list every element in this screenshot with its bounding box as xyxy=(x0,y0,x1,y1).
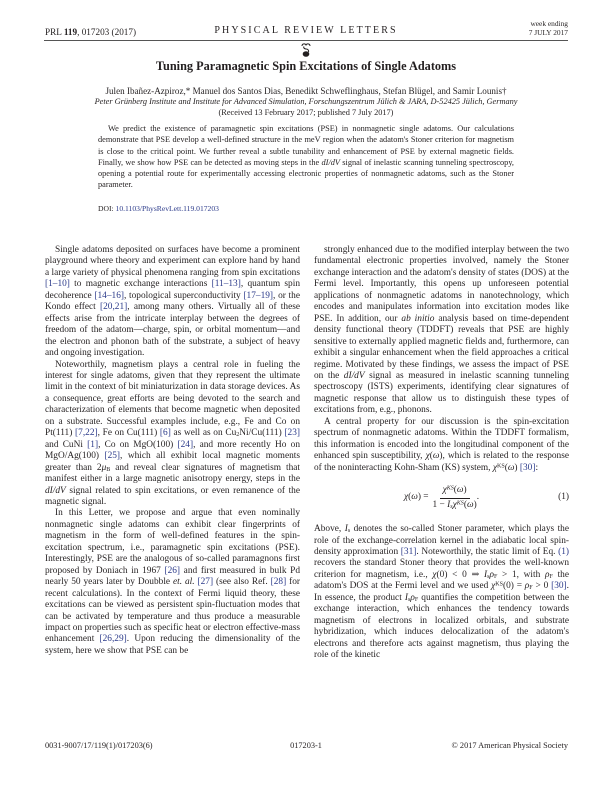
citation-link[interactable]: [11–13] xyxy=(211,279,241,290)
journal-abbrev: PRL xyxy=(45,27,64,37)
subscript: B xyxy=(106,466,111,473)
subscript: F xyxy=(529,585,533,592)
subscript: s xyxy=(347,528,351,535)
week-ending-label: week ending xyxy=(530,19,568,28)
subscript: F xyxy=(493,574,498,581)
citation-link[interactable]: [30] xyxy=(551,581,567,592)
citation-link[interactable]: [20,21] xyxy=(100,302,128,313)
subscript: s xyxy=(487,574,490,581)
doi xyxy=(98,204,219,213)
equation-numerator: $\chi^{KS}(\omega)$ xyxy=(440,485,470,498)
abstract xyxy=(98,123,514,191)
equation-denominator: $1 - I_s\chi^{KS}(\omega)$ xyxy=(432,499,477,510)
math-symbol: ρ xyxy=(489,569,494,580)
equation-number: (1) xyxy=(558,492,569,503)
math-symbol: et. al. xyxy=(172,577,195,588)
citation-link[interactable]: [24] xyxy=(177,439,194,450)
article-title: Tuning Paramagnetic Spin Excitations of Single Adatoms xyxy=(155,59,457,73)
paragraph: Noteworthily, magnetism plays a central role in fueling the interest for single adatoms, given that they represent the ultimate limit in the context of bit miniaturization in data storage devices. As a consequence, great efforts are being devoted to the search and characterization of elements that become magnetic when deposited on a substrate. Successful examples include, e.g., Fe and Co on Pt(111) [7,22], Fe on Cu(111) [6] as well as on $Cu_2Ni/Cu(111)$ [23] and CuNi [1], Co on MgO(100) [24], and more recently Ho on MgO/Ag(100) [25], which all exhibit local magnetic moments greater than $2\mu_B$ and reveal clear signatures of magnetism that manifest either in a large magnetic anisotropy energy, steps in the dI/dV signal related to spin excitations, or even remanence of the magnetic signal. xyxy=(45,359,301,507)
citation-link[interactable]: [17–19] xyxy=(243,290,274,301)
article-number: , 017203 (2017) xyxy=(77,27,137,37)
affiliation: Peter Grünberg Institute and Institute for Advanced Simulation, Forschungszentrum Jülich & JARA, D-52425 Jülich, Germany xyxy=(94,97,518,106)
equation-lhs: χ(ω) = xyxy=(403,492,429,503)
author-list: Julen Ibañez-Azpiroz,* Manuel dos Santos Dias, Benedikt Schweflinghaus, Stefan Blügel, and Samir Lounis† xyxy=(105,86,507,96)
subscript: F xyxy=(414,596,419,603)
math-symbol: ρ xyxy=(410,592,415,603)
subscript: s xyxy=(408,596,411,603)
math-symbol: χ xyxy=(491,581,496,592)
math-symbol: dI/dV xyxy=(45,485,66,496)
math-symbol: ab initio xyxy=(401,313,435,324)
subscript: F xyxy=(549,574,553,581)
citation-link[interactable]: [25] xyxy=(104,451,121,462)
citation-link[interactable]: [23] xyxy=(284,428,300,439)
copyright: © 2017 American Physical Society xyxy=(451,741,568,750)
footer-code: 0031-9007/17/119(1)/017203(6) xyxy=(45,741,153,750)
abstract-math: dI/dV xyxy=(321,157,340,167)
volume-number: 119 xyxy=(63,27,78,37)
right-column xyxy=(314,245,569,662)
citation-link[interactable]: [7,22] xyxy=(75,428,98,439)
paragraph: In this Letter, we propose and argue that even nominally nonmagnetic single adatoms can exhibit clear fingerprints of magnetism in the form of well-defined features in the spin-excitation spectrum, i.e., paramagnetic spin excitations (PSE). Interestingly, PSE are the analogous of so-called paramagnons first proposed by Doniach in 1967 [26] and first measured in bulk Pd nearly 50 years later by Doubble et. al. [27] (see also Ref. [28] for recent calculations). In the context of Fermi liquid theory, these excitations can be viewed as persistent spin-fluctuation modes that can be activated by temperature and thus produce a measurable impact on properties such as specific heat or electron effective-mass enhancement [26,29]. Upon reducing the dimensionality of the system, here we show that PSE can be xyxy=(45,508,301,656)
paragraph: Single adatoms deposited on surfaces have become a prominent playground where theory and experiment can explore hand by hand a large variety of physical phenomena ranging from spin excitations [1–10] to magnetic exchange interactions [11–13], quantum spin decoherence [14–16], topological superconductivity [17–19], or the Kondo effect [20,21], among many others. Virtually all of these effects arise from the intricate interplay between the degrees of freedom of the adatom—charge, spin, or orbital momentum—and the electron and phonon bath of the substrate, a subject of heavy and ongoing investigation. xyxy=(45,245,300,359)
math-symbol: ω xyxy=(507,462,515,473)
citation-link[interactable]: [6] xyxy=(159,428,171,439)
week-ending-date: 7 JULY 2017 xyxy=(528,27,568,37)
math-symbol: ρ xyxy=(524,581,530,592)
doi-label: DOI: xyxy=(98,204,116,213)
doi-link[interactable]: 10.1103/PhysRevLett.119.017203 xyxy=(115,204,219,213)
citation-link[interactable]: [1–10] xyxy=(45,279,70,290)
math-symbol: χ xyxy=(425,451,430,462)
journal-name: PHYSICAL REVIEW LETTERS xyxy=(214,25,398,36)
math-symbol: I xyxy=(483,569,488,580)
citation-link[interactable]: [27] xyxy=(197,577,214,588)
citation-link[interactable]: [26,29] xyxy=(99,634,127,645)
math-symbol: I xyxy=(344,524,348,535)
page-number: 017203-1 xyxy=(290,741,322,750)
paragraph: A central property for our discussion is the spin-excitation spectrum of nonmagnetic adatoms. Within the TDDFT formalism, this information is encoded into the longitudinal component of the enhanced spin susceptibility, χ(ω), which is related to the response of the noninteracting Kohn-Sham (KS) system, $\chi^{KS}(\omega)$ [30]: xyxy=(314,416,570,473)
equation-fraction xyxy=(432,485,480,511)
subscript: 2 xyxy=(236,432,240,439)
aps-logo-icon xyxy=(298,42,314,58)
math-symbol: ρ xyxy=(545,569,550,580)
citation-link[interactable]: [26] xyxy=(164,565,181,576)
citation-link[interactable]: [14–16] xyxy=(94,290,124,301)
citation-link[interactable]: (1) xyxy=(558,546,570,557)
math-symbol: I xyxy=(404,592,408,603)
received-date: (Received 13 February 2017; published 7 July 2017) xyxy=(218,108,394,117)
superscript: KS xyxy=(496,462,505,469)
equation-period: . xyxy=(476,492,480,503)
abstract-text: We predict the existence of paramagnetic spin excitations (PSE) in nonmagnetic single adatoms. Our calculations demonstrate that PSE develop a well-defined structure in the meV region when the adatom's Stoner criterion for magnetism is close to the critical point. We further reveal a subtle tunability and enhancement of PSE by external magnetic fields. Finally, we show how PSE can be detected as moving steps in the xyxy=(98,124,514,167)
equation-1 xyxy=(314,478,569,518)
citation-link[interactable]: [31] xyxy=(400,546,417,557)
left-column xyxy=(45,245,300,657)
math-symbol: χ xyxy=(492,462,497,473)
math-symbol: dI/dV xyxy=(343,370,365,381)
math-symbol: χ xyxy=(432,569,437,580)
citation-link[interactable]: [1] xyxy=(87,439,99,450)
week-ending xyxy=(529,20,568,37)
superscript: KS xyxy=(495,581,503,588)
paragraph: Above, $I_s$ denotes the so-called Stoner parameter, which plays the role of the exchange-correlation kernel in the adiabatic local spin-density approximation [31]. Noteworthily, the static limit of Eq. (1) recovers the standard Stoner theory that provides the well-known criterion for magnetism, i.e., χ(0) < 0 ⇒ $I_s\rho_F > 1$, with $\rho_F$ the adatom's DOS at the Fermi level and we used $\chi^{KS}(0) = \rho_F > 0$ [30]. In essence, the product $I_s\rho_F$ quantifies the competition between the exchange interaction, which enhances the tendency towards magnetism of electrons in localized orbitals, and substrate hybridization, which induces delocalization of the adatom's electrons and therefore acts against magnetism, thus playing the role of the kinetic xyxy=(314,524,570,661)
math-symbol: ω xyxy=(432,451,440,462)
math-symbol: μ xyxy=(101,462,107,473)
paragraph: strongly enhanced due to the modified interplay between the two fundamental electronic properties involved, namely the Stoner exchange interaction and the adatom's density of states (DOS) at the Fermi level. Importantly, this opens up unforeseen potential applications of nonmagnetic adatoms in nanotechnology, which encodes and manipulates information into excitation modes like PSE. In addition, our ab initio analysis based on time-dependent density functional theory (TDDFT) reveals that PSE are highly sensitive to externally applied magnetic fields and, furthermore, can exhibit a singular enhancement when the field approaches a critical regime. Motivated by these findings, we assess the impact of PSE on the dI/dV signal as measured in inelastic scanning tunneling spectroscopy (ISTS) experiments, identifying clear signatures of magnetic response that allow us to distinguish these types of excitations from, e.g., phonons. xyxy=(314,245,569,416)
citation-link[interactable]: [28] xyxy=(270,577,287,588)
abstract-text: signal of inelastic scanning tunneling spectroscopy, opening a potential route for experimentally accessing electronic properties of nonmagnetic adatoms, such as the Stoner parameter. xyxy=(98,157,514,190)
citation-link[interactable]: [30] xyxy=(519,462,536,473)
